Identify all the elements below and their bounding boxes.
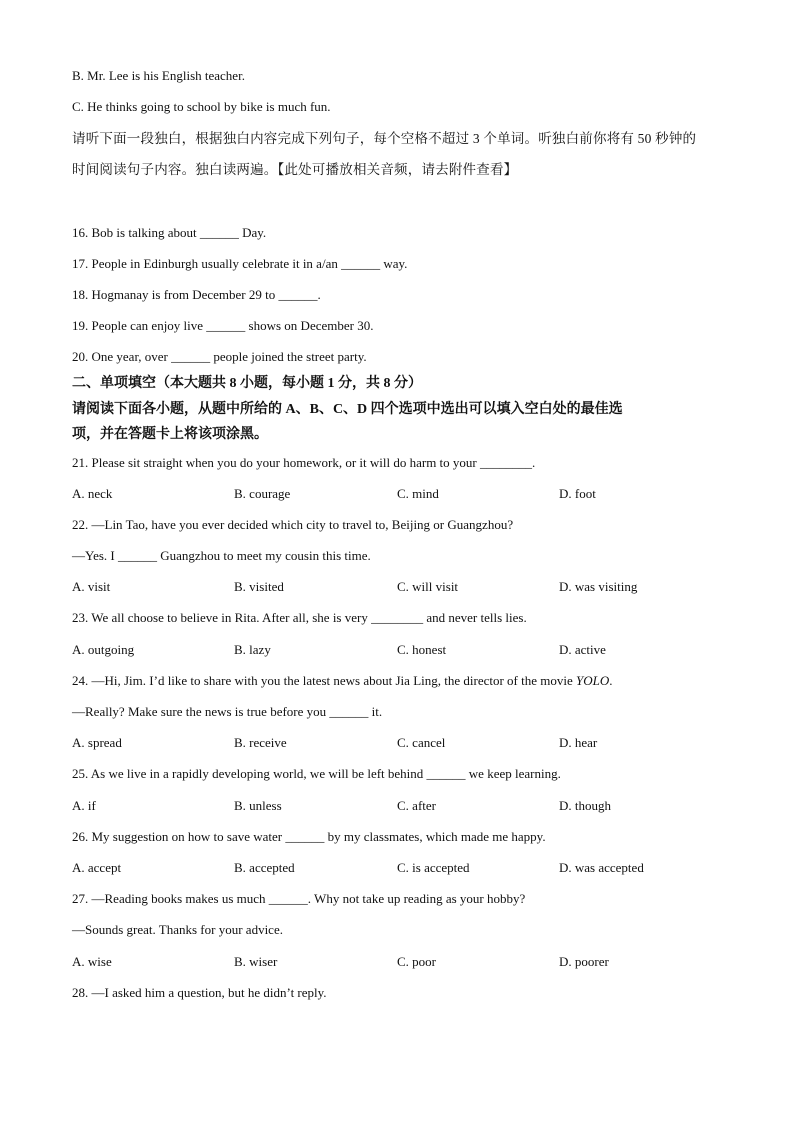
question-stem: 28. —I asked him a question, but he didn’t reply.	[72, 985, 327, 1000]
option-row	[72, 579, 732, 595]
option-c: C. is accepted	[397, 860, 470, 875]
option-row	[72, 486, 732, 502]
question-stem-reply: —Yes. I ______ Guangzhou to meet my cousin this time.	[72, 548, 371, 563]
option-d: D. though	[559, 798, 611, 813]
question-stem: 25. As we live in a rapidly developing world, we will be left behind ______ we keep learning.	[72, 766, 561, 781]
option-c: C. poor	[397, 954, 436, 969]
fill-item: 16. Bob is talking about ______ Day.	[72, 225, 267, 240]
option-a: A. wise	[72, 954, 112, 969]
option-row	[72, 954, 732, 970]
question-stem: 21. Please sit straight when you do your homework, or it will do harm to your ________.	[72, 455, 536, 470]
option-a: A. accept	[72, 860, 122, 875]
question-stem: 26. My suggestion on how to save water ______ by my classmates, which made me happy.	[72, 829, 546, 844]
section2-instruction-line1: 请阅读下面各小题，从题中所给的 A、B、C、D 四个选项中选出可以填入空白处的最佳选	[72, 402, 623, 417]
option-c: C. after	[397, 798, 436, 813]
fill-item: 19. People can enjoy live ______ shows on December 30.	[72, 318, 374, 333]
option-c: C. honest	[397, 642, 447, 657]
option-b: B. courage	[234, 486, 291, 501]
option-row	[72, 642, 732, 658]
option-row	[72, 860, 732, 876]
movie-title: YOLO	[576, 673, 610, 688]
option-row	[72, 798, 732, 814]
question-stem: 27. —Reading books makes us much ______. Why not take up reading as your hobby?	[72, 891, 526, 906]
question-stem	[72, 673, 613, 689]
section2-instruction-line2: 项，并在答题卡上将该项涂黑。	[72, 427, 268, 442]
option-c: C. cancel	[397, 735, 446, 750]
section2-heading: 二、单项填空（本大题共 8 小题，每小题 1 分，共 8 分）	[72, 376, 422, 391]
option-a: A. outgoing	[72, 642, 135, 657]
fill-item: 18. Hogmanay is from December 29 to ______.	[72, 287, 321, 302]
option-d: D. was accepted	[559, 860, 644, 875]
option-d: D. was visiting	[559, 579, 638, 594]
option-a: A. spread	[72, 735, 122, 750]
listening-option-b: B. Mr. Lee is his English teacher.	[72, 68, 245, 83]
listening-option-c: C. He thinks going to school by bike is much fun.	[72, 99, 331, 114]
option-b: B. lazy	[234, 642, 271, 657]
question-stem-reply: —Really? Make sure the news is true before you ______ it.	[72, 704, 383, 719]
option-b: B. visited	[234, 579, 284, 594]
option-c: C. mind	[397, 486, 439, 501]
option-d: D. active	[559, 642, 606, 657]
option-b: B. wiser	[234, 954, 278, 969]
question-stem: 22. —Lin Tao, have you ever decided which city to travel to, Beijing or Guangzhou?	[72, 517, 514, 532]
option-a: A. neck	[72, 486, 113, 501]
option-c: C. will visit	[397, 579, 459, 594]
option-b: B. unless	[234, 798, 282, 813]
monologue-instruction-line1: 请听下面一段独白，根据独白内容完成下列句子，每个空格不超过 3 个单词。听独白前你将有 50 秒钟的	[72, 131, 697, 146]
option-b: B. receive	[234, 735, 287, 750]
monologue-instruction-line2: 时间阅读句子内容。独白读两遍。【此处可播放相关音频，请去附件查看】	[72, 162, 518, 177]
fill-item: 17. People in Edinburgh usually celebrate it in a/an ______ way.	[72, 256, 408, 271]
option-a: A. if	[72, 798, 96, 813]
option-b: B. accepted	[234, 860, 295, 875]
option-d: D. foot	[559, 486, 596, 501]
fill-item: 20. One year, over ______ people joined the street party.	[72, 349, 367, 364]
option-d: D. poorer	[559, 954, 609, 969]
option-a: A. visit	[72, 579, 111, 594]
question-stem: 23. We all choose to believe in Rita. After all, she is very ________ and never tells lies.	[72, 610, 527, 625]
question-stem-text: 24. —Hi, Jim. I’d like to share with you the latest news about Jia Ling, the director of the movie	[72, 673, 577, 688]
option-d: D. hear	[559, 735, 598, 750]
option-row	[72, 735, 732, 751]
question-stem-reply: —Sounds great. Thanks for your advice.	[72, 922, 283, 937]
question-stem-end: .	[609, 673, 613, 688]
